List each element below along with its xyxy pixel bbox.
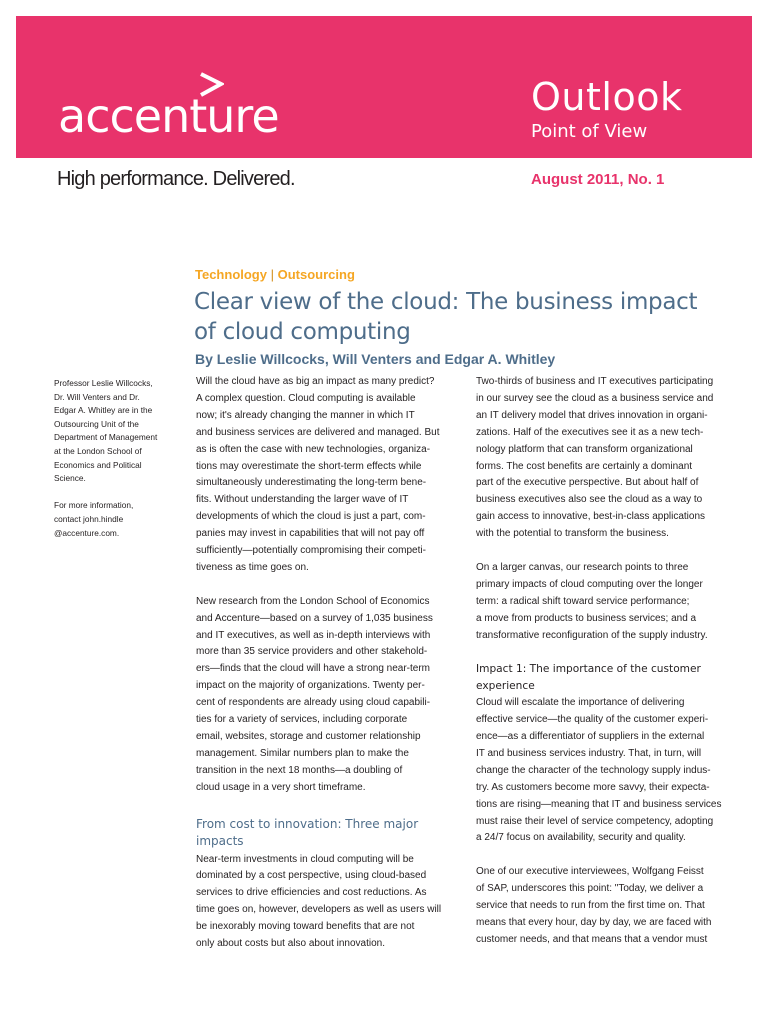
text-line: gain access to innovative, best-in-class applications [476,511,706,523]
text-line: cent of respondents are already using cloud capabili- [196,697,431,709]
text-line: a 24/7 focus on availability, security and quality. [476,832,686,844]
text-line: term: a radical shift toward service performance; [476,595,690,607]
text-line: sufficiently—potentially compromising their competi- [196,545,426,557]
impact-heading [476,661,731,695]
text-line: fits. Without understanding the larger wave of IT [196,494,409,506]
text-line: ties for a variety of services, including corporate [196,714,408,726]
text-line: impact on the majority of organizations. Twenty per- [196,680,425,692]
bio-line: at the London School of [54,445,142,456]
text-line: A complex question. Cloud computing is available [196,392,416,404]
text-line: part of the executive perspective. But about half of [476,477,699,489]
bio-line: Outsourcing Unit of the [54,418,139,429]
text-line: On a larger canvas, our research points to three [476,561,689,573]
impact-heading-line: experience [476,680,535,693]
text-line: an IT delivery model that drives innovation in organi- [476,409,708,421]
issue-date: August 2011, No. 1 [531,171,665,188]
text-line: and Accenture—based on a survey of 1,035 business [196,612,433,624]
text-line: transformative reconfiguration of the supply industry. [476,629,708,641]
text-line: cloud usage in a very short timeframe. [196,781,366,793]
text-line: only about costs but also about innovation. [196,938,386,950]
text-line: primary impacts of cloud computing over the longer [476,578,703,590]
author-bio [54,377,172,486]
text-line: ers—finds that the cloud will have a strong near-term [196,663,430,675]
contact-email: @accenture.com. [54,527,120,538]
text-line: dominated by a cost perspective, using cloud-based [196,870,427,882]
text-line: management. Similar numbers plan to make the [196,747,409,759]
category-label: Technology [195,267,267,282]
text-line: as is often the case with new technologies, organiza- [196,443,431,455]
text-line: tiveness as time goes on. [196,561,309,573]
text-line: developments of which the cloud is just a part, com- [196,511,426,523]
text-line: tions are rising—meaning that IT and business services [476,798,722,810]
text-line: a move from products to business services; and a [476,612,697,624]
text-line: business executives also see the cloud as a way to [476,494,703,506]
section-heading-line: From cost to innovation: Three major [196,816,419,831]
text-line: service that needs to run from the first time on. That [476,900,705,912]
brand-tagline: High performance. Delivered. [57,168,295,190]
text-line: of SAP, underscores this point: "Today, we deliver a [476,883,704,895]
article-title [194,287,734,347]
bio-line: Science. [54,473,86,484]
text-line: services to drive efficiencies and cost reductions. As [196,887,427,899]
paragraph [476,695,731,847]
text-line: and business services are delivered and managed. But [196,426,440,438]
text-line: means that every hour, day by day, we are faced with [476,916,712,928]
text-line: Two-thirds of business and IT executives participating [476,376,714,387]
article-title-line: of cloud computing [194,319,411,345]
paragraph [476,560,731,645]
text-line: in our survey see the cloud as a business service and [476,392,714,404]
category-separator: | [270,267,274,282]
publication-subtitle: Point of View [531,121,648,142]
text-line: with the potential to transform the business. [476,528,669,540]
publication-title: Outlook [531,75,683,119]
bio-line: Economics and Political [54,459,142,470]
text-line: panies may invest in capabilities that will not pay off [196,528,425,540]
text-line: IT and business services industry. That, in turn, will [476,747,702,759]
bio-line: Department of Management [54,432,158,443]
contact-info [54,499,172,540]
text-line: Near-term investments in cloud computing will be [196,853,414,865]
contact-line: contact john.hindle [54,513,124,524]
text-line: time goes on, however, developers as well as users will [196,904,442,916]
paragraph [196,852,451,953]
article-column-right [476,374,731,949]
text-line: One of our executive interviewees, Wolfgang Feisst [476,866,704,878]
section-heading [196,816,451,850]
article-category [195,266,355,284]
text-line: ence—as a differentiator of suppliers in the external [476,731,705,742]
bio-line: Professor Leslie Willcocks, [54,378,153,388]
impact-heading-line: Impact 1: The importance of the customer [476,663,701,676]
paragraph [196,374,451,577]
text-line: try. As customers become more savvy, their expecta- [476,781,710,793]
text-line: customer needs, and that means that a vendor must [476,933,708,945]
text-line: must raise their level of service competency, adopting [476,815,714,827]
article-title-line: Clear view of the cloud: The business impact [194,289,698,315]
author-sidebar [54,377,172,554]
text-line: Cloud will escalate the importance of delivering [476,697,685,709]
contact-line: For more information, [54,500,134,511]
text-line: be inexorably moving toward benefits that are not [196,921,415,933]
section-heading-line: impacts [196,833,244,848]
text-line: email, websites, storage and customer relationship [196,731,421,743]
text-line: forms. The cost benefits are certainly a dominant [476,460,693,472]
bio-line: Edgar A. Whitley are in the [54,405,153,416]
text-line: zations. Half of the executives see it as a new tech- [476,426,704,438]
paragraph [476,864,731,949]
bio-line: Dr. Will Venters and Dr. [54,391,140,402]
text-line: transition in the next 18 months—a doubling of [196,764,403,776]
text-line: now; it's already changing the manner in which IT [196,409,415,421]
text-line: Will the cloud have as big an impact as many predict? [196,376,435,387]
text-line: tions may overestimate the short-term effects while [196,460,422,472]
text-line: New research from the London School of Economics [196,595,430,607]
subcategory-label: Outsourcing [277,267,355,282]
text-line: more than 35 service providers and other stakehold- [196,646,428,658]
text-line: nology platform that can transform organizational [476,443,693,455]
brand-logo-text: accenture [58,89,279,143]
article-byline: By Leslie Willcocks, Will Venters and Edgar A. Whitley [195,351,556,367]
text-line: and IT executives, as well as in-depth interviews with [196,629,431,641]
text-line: simultaneously underestimating the long-term bene- [196,477,427,489]
paragraph [196,594,451,797]
text-line: change the character of the technology supply indus- [476,764,711,776]
paragraph [476,374,731,543]
text-line: effective service—the quality of the customer experi- [476,714,709,726]
article-column-left [196,374,451,953]
